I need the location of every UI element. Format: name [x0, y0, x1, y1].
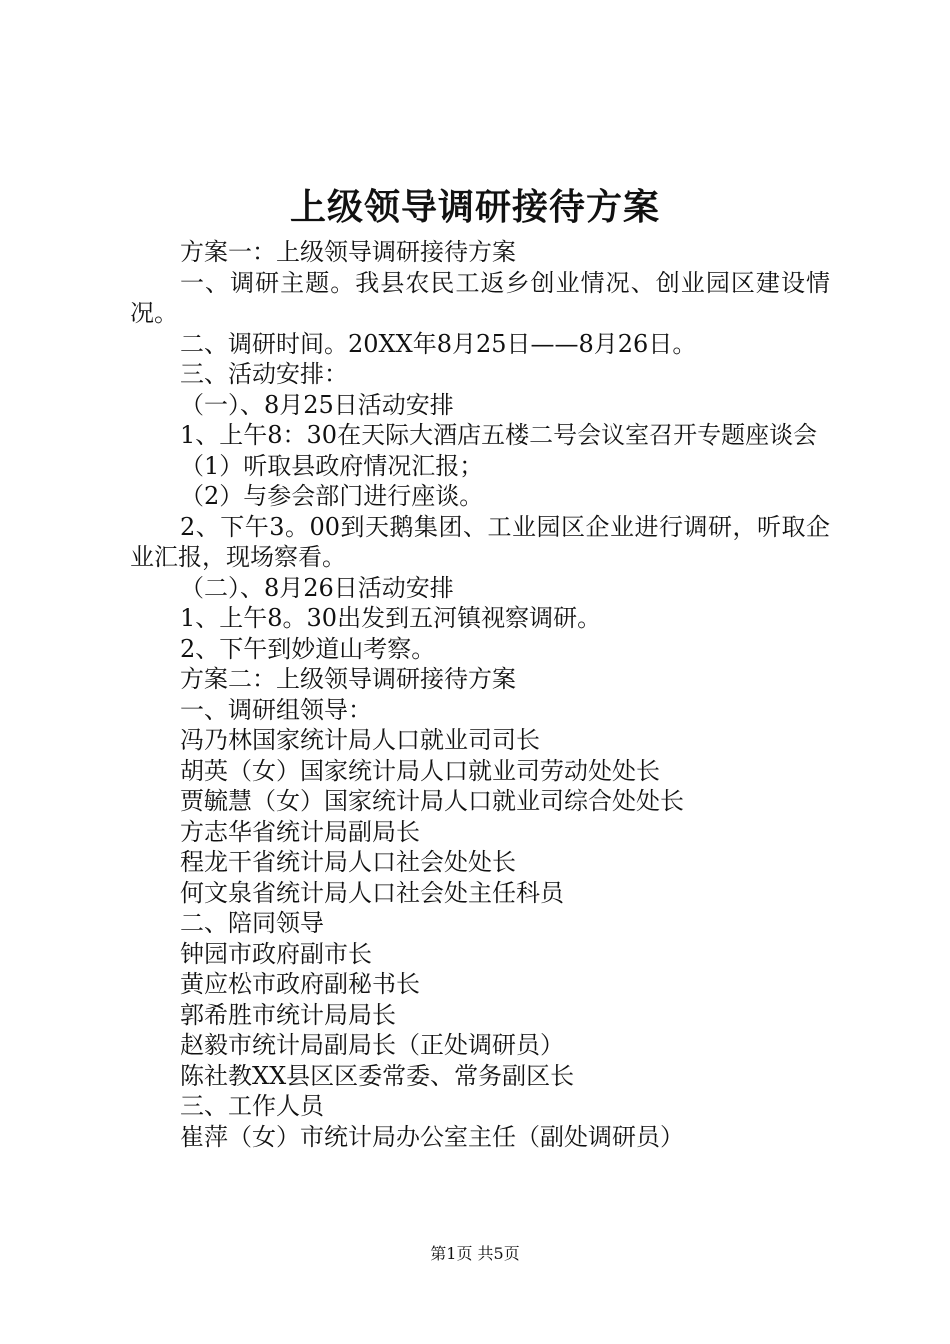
paragraph: 钟园市政府副市长 — [180, 939, 372, 968]
paragraph: （一）、8月25日活动安排 — [180, 390, 454, 419]
paragraph: 2、下午3。00到天鹅集团、工业园区企业进行调研，听取企业汇报，现场察看。 — [130, 512, 830, 571]
page-number-footer: 第1页 共5页 — [430, 1244, 520, 1263]
paragraph: 何文泉省统计局人口社会处主任科员 — [180, 878, 564, 907]
document-title: 上级领导调研接待方案 — [289, 187, 660, 228]
paragraph: 一、调研组领导： — [180, 695, 372, 724]
paragraph: 1、上午8。30出发到五河镇视察调研。 — [180, 604, 602, 632]
paragraph: 崔萍（女）市统计局办公室主任（副处调研员） — [180, 1122, 684, 1151]
paragraph: （1）听取县政府情况汇报； — [180, 451, 484, 480]
paragraph: 2、下午到妙道山考察。 — [180, 634, 436, 663]
paragraph: 1、上午8：30在天际大酒店五楼二号会议室召开专题座谈会 — [180, 421, 818, 449]
paragraph: 三、工作人员 — [180, 1092, 324, 1120]
paragraph: 赵毅市统计局副局长（正处调研员） — [180, 1031, 564, 1059]
paragraph: 二、陪同领导 — [180, 909, 324, 937]
paragraph: 一、调研主题。我县农民工返乡创业情况、创业园区建设情况。 — [130, 268, 830, 327]
paragraph: 方案二：上级领导调研接待方案 — [180, 665, 516, 693]
paragraph: 冯乃林国家统计局人口就业司司长 — [180, 726, 540, 754]
paragraph: 三、活动安排： — [180, 360, 348, 388]
paragraph: 陈社教XX县区区委常委、常务副区长 — [180, 1061, 575, 1090]
paragraph: 黄应松市政府副秘书长 — [180, 970, 420, 998]
paragraph: （二）、8月26日活动安排 — [180, 573, 454, 602]
paragraph: 贾毓慧（女）国家统计局人口就业司综合处处长 — [180, 787, 684, 815]
paragraph: 程龙干省统计局人口社会处处长 — [180, 848, 516, 876]
document-body — [130, 237, 830, 1152]
paragraph: （2）与参会部门进行座谈。 — [180, 482, 484, 510]
paragraph: 方案一：上级领导调研接待方案 — [180, 238, 516, 266]
paragraph: 郭希胜市统计局局长 — [180, 1000, 396, 1029]
paragraph: 胡英（女）国家统计局人口就业司劳动处处长 — [180, 756, 660, 785]
paragraph: 方志华省统计局副局长 — [180, 817, 420, 846]
paragraph: 二、调研时间。20XX年8月25日——8月26日。 — [180, 329, 697, 358]
